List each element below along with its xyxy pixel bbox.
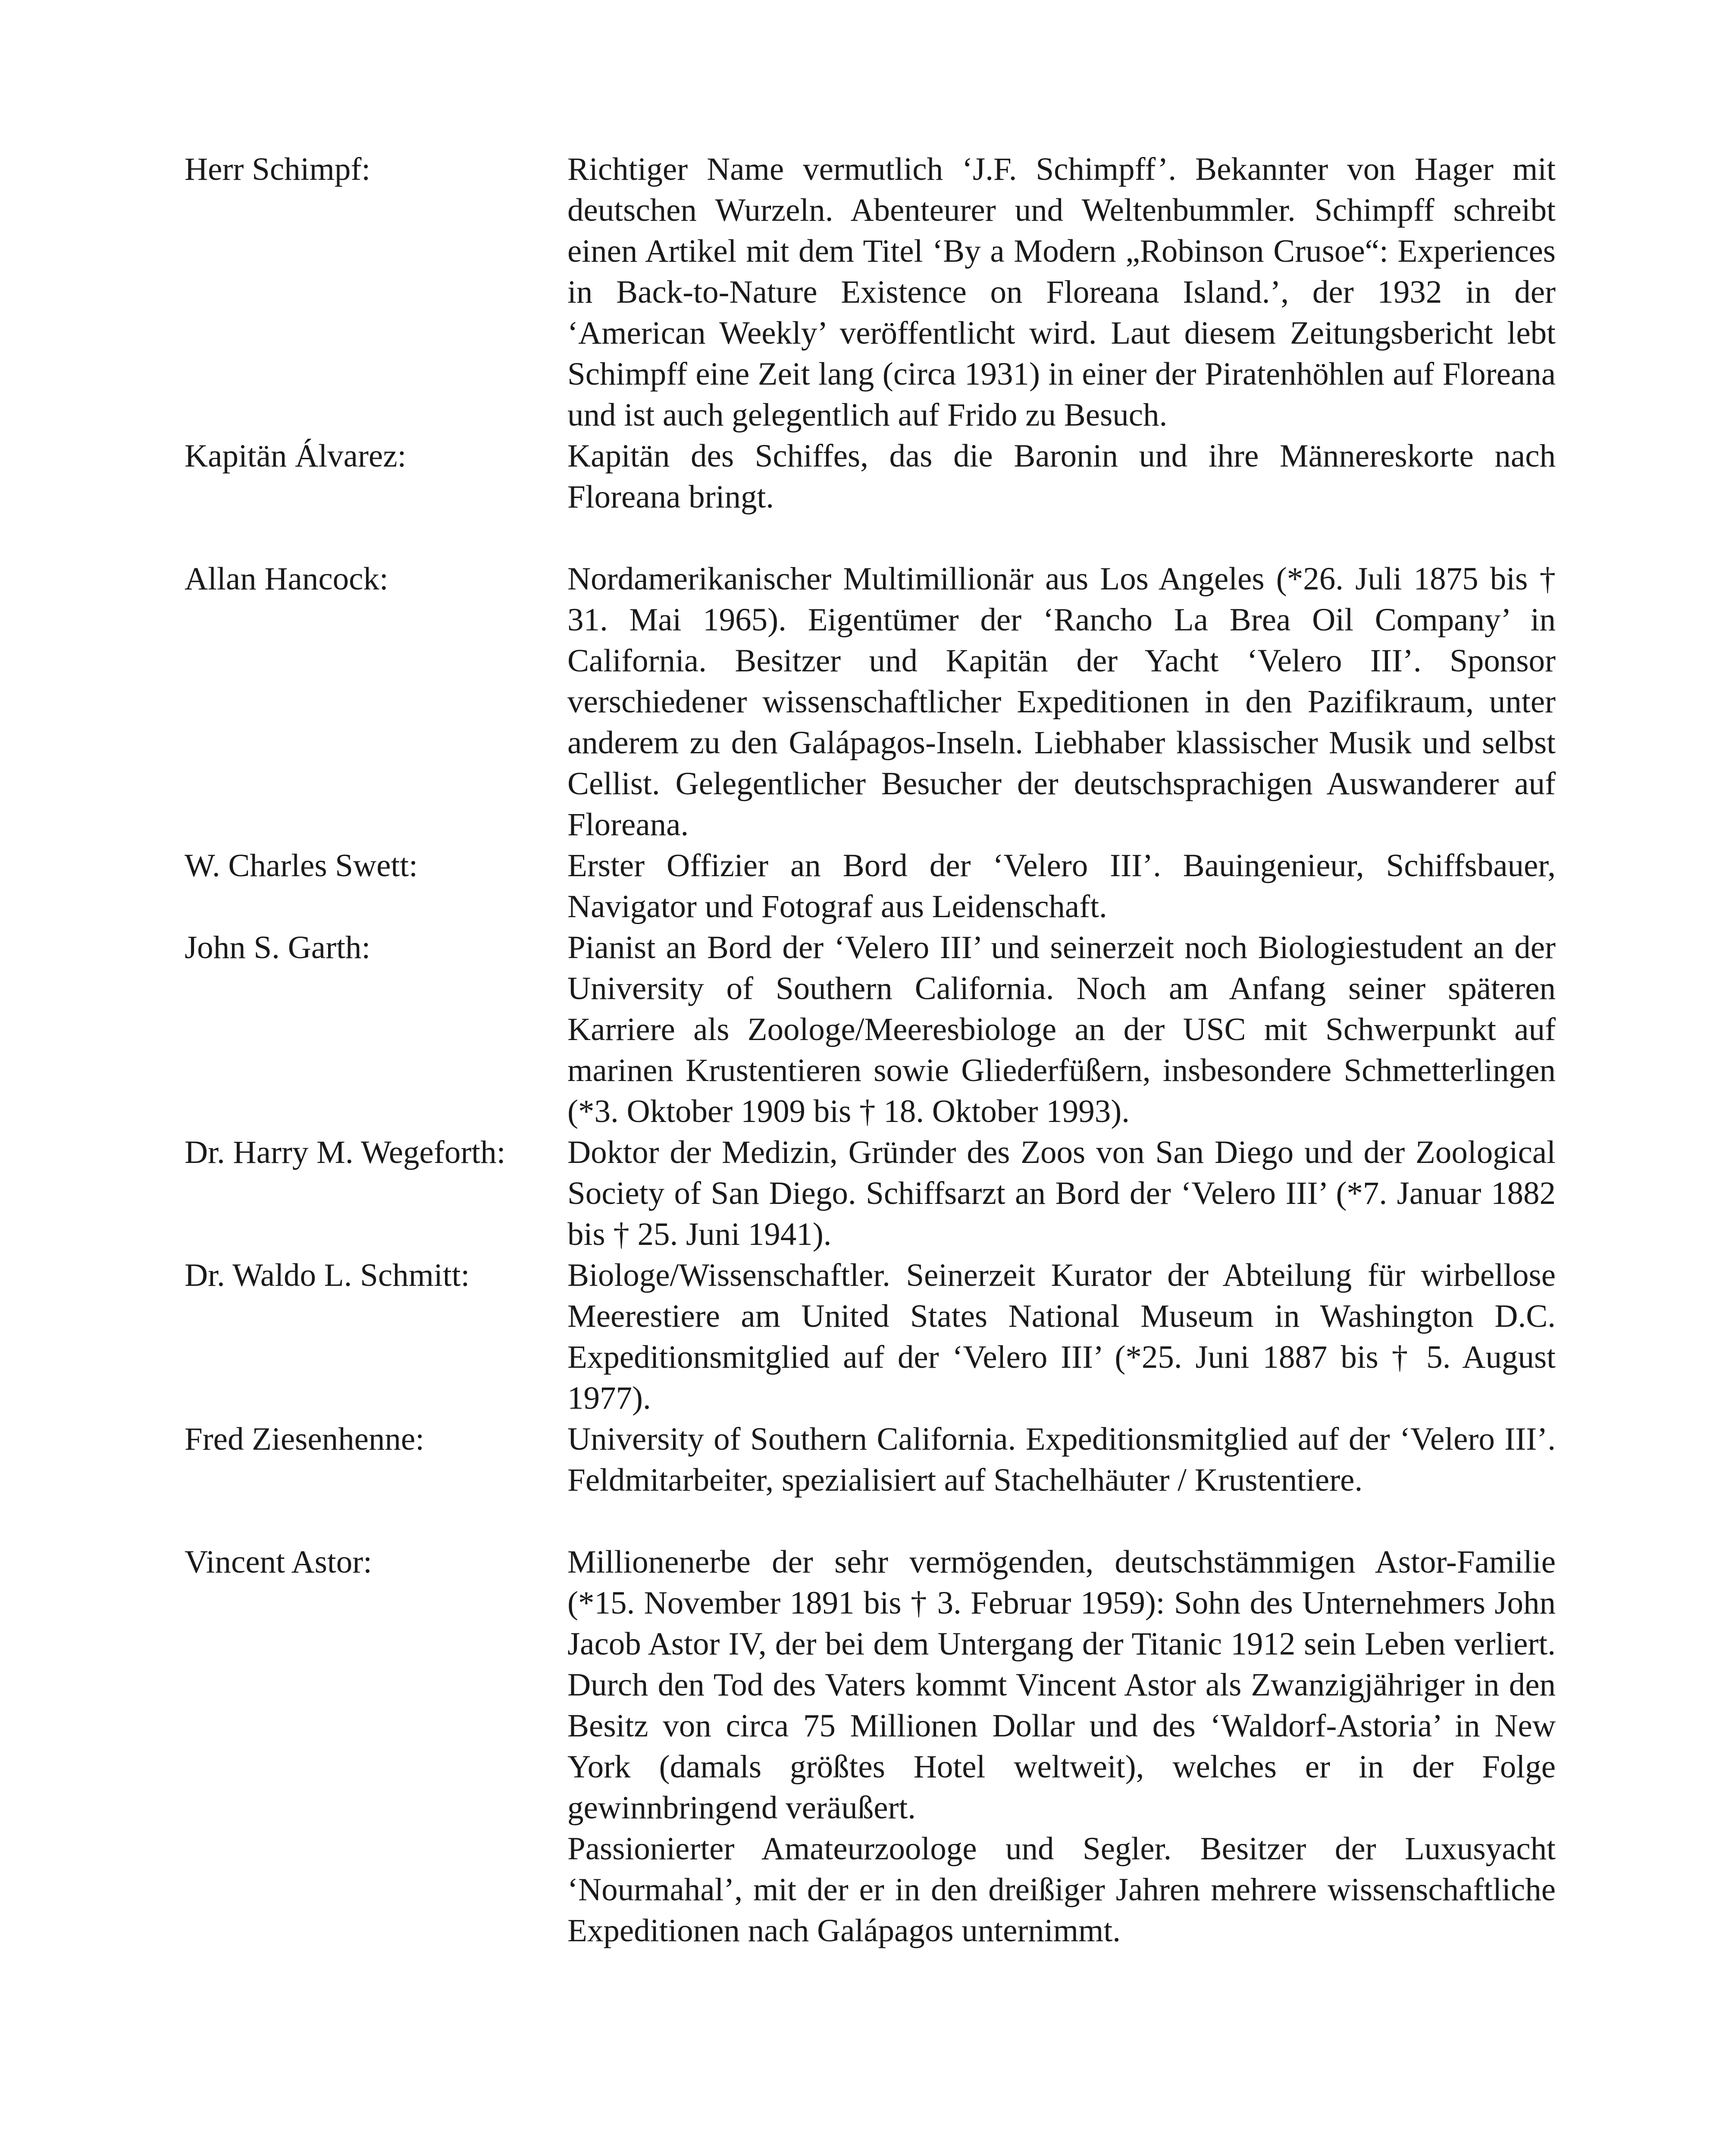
- entry-description: [567, 1542, 1556, 1951]
- glossary-entry-ziesenhenne: [185, 1419, 1556, 1501]
- entry-description: [567, 1132, 1556, 1255]
- entry-description: [567, 149, 1556, 436]
- entry-paragraph: University of Southern California. Expeditionsmitglied auf der ‘Velero III’. Feldmitarbeiter, spezialisiert auf Stachelhäuter / Krustentiere.: [567, 1421, 1556, 1498]
- entry-name: Dr. Harry M. Wegeforth:: [185, 1134, 506, 1170]
- entry-paragraph: Kapitän des Schiffes, das die Baronin und ihre Männereskorte nach Floreana bringt.: [567, 438, 1556, 515]
- entry-paragraph: Pianist an Bord der ‘Velero III’ und seinerzeit noch Biologiestudent an der University of Southern California. Noch am Anfang seiner späteren Karriere als Zoologe/Meeresbiologe an der USC mit Schwerpunkt auf marinen Krustentieren sowie Gliederfüßern, insbesondere Schmetterlingen (*3. Oktober 1909 bis † 18. Oktober 1993).: [567, 930, 1556, 1129]
- entry-name: Allan Hancock:: [185, 561, 388, 597]
- entry-name: Fred Ziesenhenne:: [185, 1421, 425, 1457]
- entry-description: [567, 558, 1556, 845]
- entry-description: [567, 1255, 1556, 1419]
- entry-paragraph: Biologe/Wissenschaftler. Seinerzeit Kurator der Abteilung für wirbellose Meerestiere am United States National Museum in Washington D.C. Expeditionsmitglied auf der ‘Velero III’ (*25. Juni 1887 bis † 5. August 1977).: [567, 1257, 1556, 1416]
- entry-name: Dr. Waldo L. Schmitt:: [185, 1257, 470, 1293]
- glossary-entry-astor: [185, 1542, 1556, 1951]
- entry-paragraph: Richtiger Name vermutlich ‘J.F. Schimpff’. Bekannter von Hager mit deutschen Wurzeln. Abenteurer und Weltenbummler. Schimpff schreibt einen Artikel mit dem Titel ‘By a Modern „Robinson Crusoe“: Experiences in Back-to-Nature Existence on Floreana Island.’, der 1932 in der ‘American Weekly’ veröffentlicht wird. Laut diesem Zeitungsbericht lebt Schimpff eine Zeit lang (circa 1931) in einer der Piratenhöhlen auf Floreana und ist auch gelegentlich auf Frido zu Besuch.: [567, 151, 1556, 433]
- entry-name: W. Charles Swett:: [185, 848, 418, 884]
- entry-paragraph: Doktor der Medizin, Gründer des Zoos von San Diego und der Zoological Society of San Diego. Schiffsarzt an Bord der ‘Velero III’ (*7. Januar 1882 bis † 25. Juni 1941).: [567, 1134, 1556, 1252]
- glossary-entry-schmitt: [185, 1255, 1556, 1419]
- glossary-entry-swett: [185, 845, 1556, 927]
- entry-paragraph: Nordamerikanischer Multimillionär aus Los Angeles (*26. Juli 1875 bis † 31. Mai 1965). Eigentümer der ‘Rancho La Brea Oil Company’ in California. Besitzer und Kapitän der Yacht ‘Velero III’. Sponsor verschiedener wissenschaftlicher Expeditionen in den Pazifikraum, unter anderem zu den Galápagos-Inseln. Liebhaber klassischer Musik und selbst Cellist. Gelegentlicher Besucher der deutschsprachigen Auswanderer auf Floreana.: [567, 561, 1556, 843]
- entry-description: [567, 927, 1556, 1132]
- glossary-entry-alvarez: [185, 436, 1556, 517]
- glossary-entry-hancock: [185, 558, 1556, 845]
- entry-paragraph: Passionierter Amateurzoologe und Segler. Besitzer der Luxusyacht ‘Nourmahal’, mit der er in den dreißiger Jahren mehrere wissenschaftliche Expeditionen nach Galápagos unternimmt.: [567, 1831, 1556, 1949]
- glossary-entry-garth: [185, 927, 1556, 1132]
- entry-description: [567, 1419, 1556, 1501]
- glossary-entry-wegeforth: [185, 1132, 1556, 1255]
- glossary-page: [185, 149, 1556, 1951]
- entry-name: Kapitän Álvarez:: [185, 438, 407, 474]
- entry-name: Vincent Astor:: [185, 1544, 373, 1580]
- entry-description: [567, 845, 1556, 927]
- entry-description: [567, 436, 1556, 517]
- glossary-entry-schimpf: [185, 149, 1556, 436]
- entry-paragraph: Millionenerbe der sehr vermögenden, deutschstämmigen Astor-Familie (*15. November 1891 bis † 3. Februar 1959): Sohn des Unternehmers John Jacob Astor IV, der bei dem Untergang der Titanic 1912 sein Leben verliert. Durch den Tod des Vaters kommt Vincent Astor als Zwanzigjähriger in den Besitz von circa 75 Millionen Dollar und des ‘Waldorf-Astoria’ in New York (damals größtes Hotel weltweit), welches er in der Folge gewinnbringend veräußert.: [567, 1544, 1556, 1826]
- entry-name: John S. Garth:: [185, 930, 371, 965]
- entry-paragraph: Erster Offizier an Bord der ‘Velero III’. Bauingenieur, Schiffsbauer, Navigator und Fotograf aus Leidenschaft.: [567, 848, 1556, 924]
- entry-name: Herr Schimpf:: [185, 151, 371, 187]
